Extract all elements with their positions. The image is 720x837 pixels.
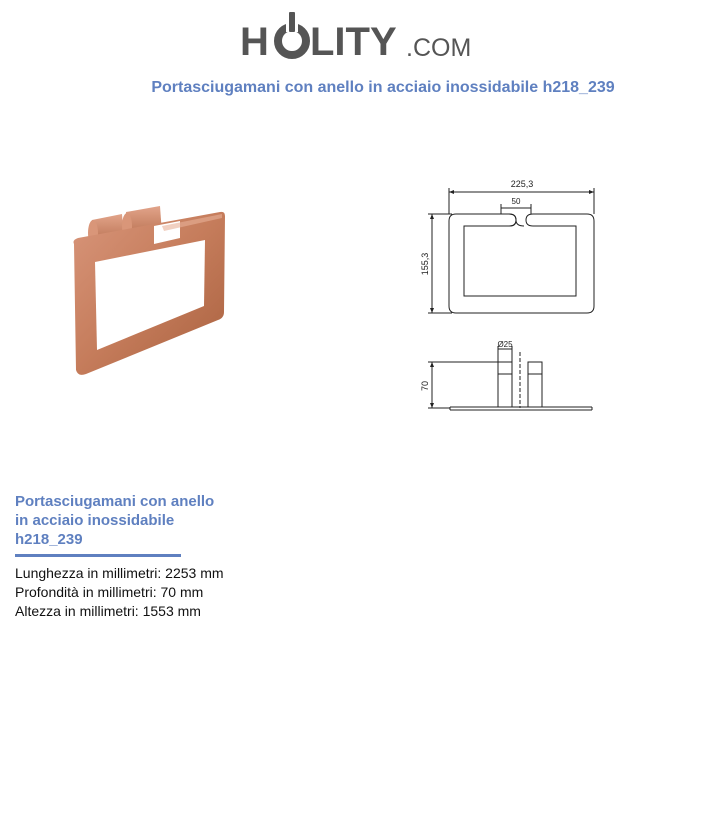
svg-text:H: H xyxy=(240,20,269,64)
technical-drawing xyxy=(412,172,612,417)
spec-length: Lunghezza in millimetri: 2253 mm xyxy=(15,565,224,581)
depth-dimension-label: 70 xyxy=(420,380,430,392)
product-specs xyxy=(15,564,224,621)
gap-dimension-label: 50 xyxy=(511,197,521,206)
product-title-line: Portasciugamani con anello xyxy=(15,493,215,510)
spec-height: Altezza in millimetri: 1553 mm xyxy=(15,603,201,619)
product-photo xyxy=(62,200,242,385)
product-title-line: in acciaio inossidabile xyxy=(15,512,175,529)
title-underline xyxy=(15,554,181,557)
diameter-dimension-label: Ø25 xyxy=(497,340,513,349)
page-title: Portasciugamani con anello in acciaio inossidabile h218_239 xyxy=(151,79,615,96)
logo-ring-icon xyxy=(278,12,306,55)
width-dimension-label: 225,3 xyxy=(510,179,534,189)
svg-text:LITY: LITY xyxy=(310,20,397,64)
product-title xyxy=(15,492,255,549)
product-title-line: h218_239 xyxy=(15,531,83,548)
height-dimension-label: 155,3 xyxy=(420,252,430,276)
svg-text:.COM: .COM xyxy=(406,34,472,62)
spec-depth: Profondità in millimetri: 70 mm xyxy=(15,584,204,600)
holity-logo xyxy=(240,12,490,72)
